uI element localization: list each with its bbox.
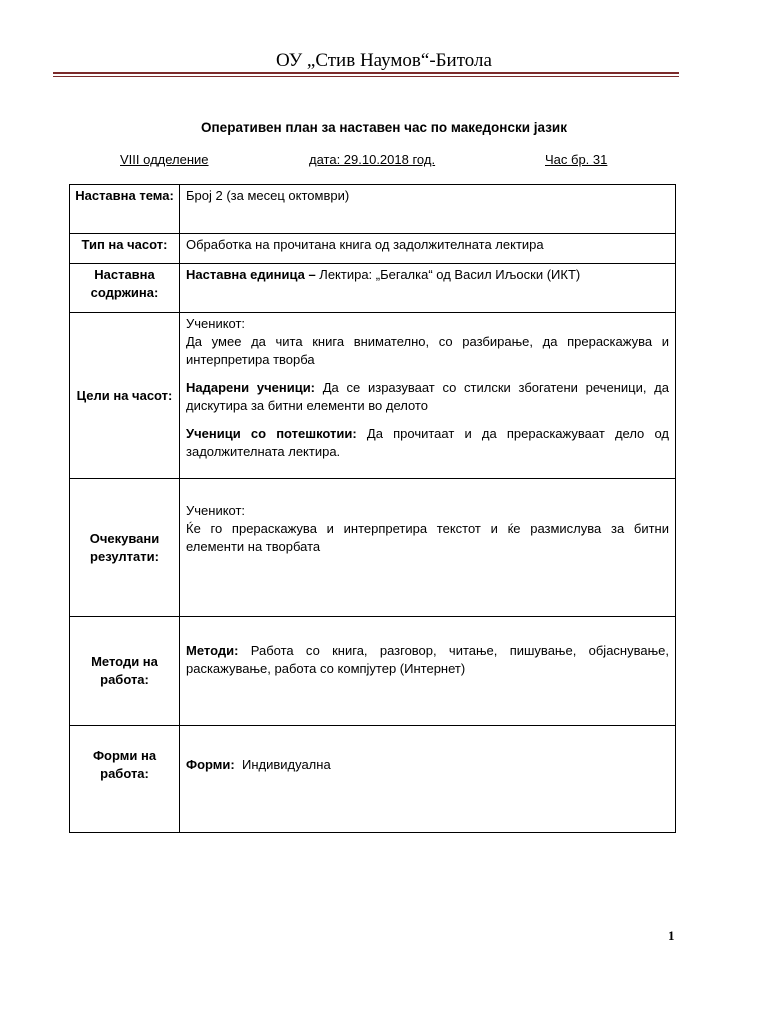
methods-bold-label: Методи:: [186, 643, 239, 658]
value-goals: [180, 313, 676, 479]
lesson-meta: [120, 152, 615, 170]
label-methods: Методи на работа:: [70, 617, 180, 726]
meta-lesson-number: Час бр. 31: [545, 152, 608, 167]
goals-intro: Ученикот:: [186, 316, 246, 331]
difficulty-label: Ученици со потешкотии:: [186, 426, 357, 441]
value-topic: Број 2 (за месец октомври): [180, 185, 676, 234]
row-topic: [70, 185, 676, 234]
row-methods: [70, 617, 676, 726]
results-intro: Ученикот:: [186, 502, 246, 518]
value-methods: [180, 617, 676, 726]
value-type: Обработка на прочитана книга од задолжителната лектира: [180, 234, 676, 264]
row-type: [70, 234, 676, 264]
gifted-label: Надарени ученици:: [186, 380, 316, 395]
goals-difficulty: [186, 425, 669, 461]
goals-gifted: [186, 379, 669, 415]
forms-bold-label: Форми:: [186, 757, 235, 772]
row-content: [70, 264, 676, 313]
content-bold-label: Наставна единица –: [186, 267, 316, 282]
value-results: [180, 479, 676, 617]
meta-class: VIII одделение: [120, 152, 209, 167]
label-type: Тип на часот:: [70, 234, 180, 264]
gifted-text: Да се изразуваат со стилски збогатени реченици, да дискутира за битни елементи во делото: [186, 380, 669, 413]
school-header: ОУ „Стив Наумов“-Битола: [276, 50, 492, 71]
results-text: Ќе го прераскажува и интерпретира текстот и ќе размислува за битни елементи на творбата: [186, 520, 669, 554]
label-forms: Форми на работа:: [70, 726, 180, 833]
document-title: Оперативен план за наставен час по македонски јазик: [201, 120, 567, 135]
label-results: Очекувани резултати:: [70, 479, 180, 617]
lesson-plan-table: [69, 184, 676, 833]
page-number: 1: [668, 928, 675, 943]
label-content: Наставна содржина:: [70, 264, 180, 313]
row-results: [70, 479, 676, 617]
meta-date: дата: 29.10.2018 год.: [309, 152, 436, 167]
goals-main: Да умее да чита книга внимателно, со разбирање, да прераскажува и интерпретира творба: [186, 334, 669, 367]
label-topic: Наставна тема:: [70, 185, 180, 234]
value-forms: [180, 726, 676, 833]
label-goals: Цели на часот:: [70, 313, 180, 479]
value-content: [180, 264, 676, 313]
row-goals: [70, 313, 676, 479]
forms-text: Индивидуална: [234, 757, 331, 772]
header-rule-thin: [53, 76, 679, 77]
methods-text: Работа со книга, разговор, читање, пишување, објаснување, раскажување, работа со компјутер (Интернет): [186, 643, 669, 676]
row-forms: [70, 726, 676, 833]
header-rule-thick: [53, 72, 679, 74]
difficulty-text: Да прочитаат и да прераскажуваат дело од задолжителната лектира.: [186, 426, 669, 459]
content-text: Лектира: „Бегалка“ од Васил Иљоски (ИКТ): [315, 267, 581, 282]
